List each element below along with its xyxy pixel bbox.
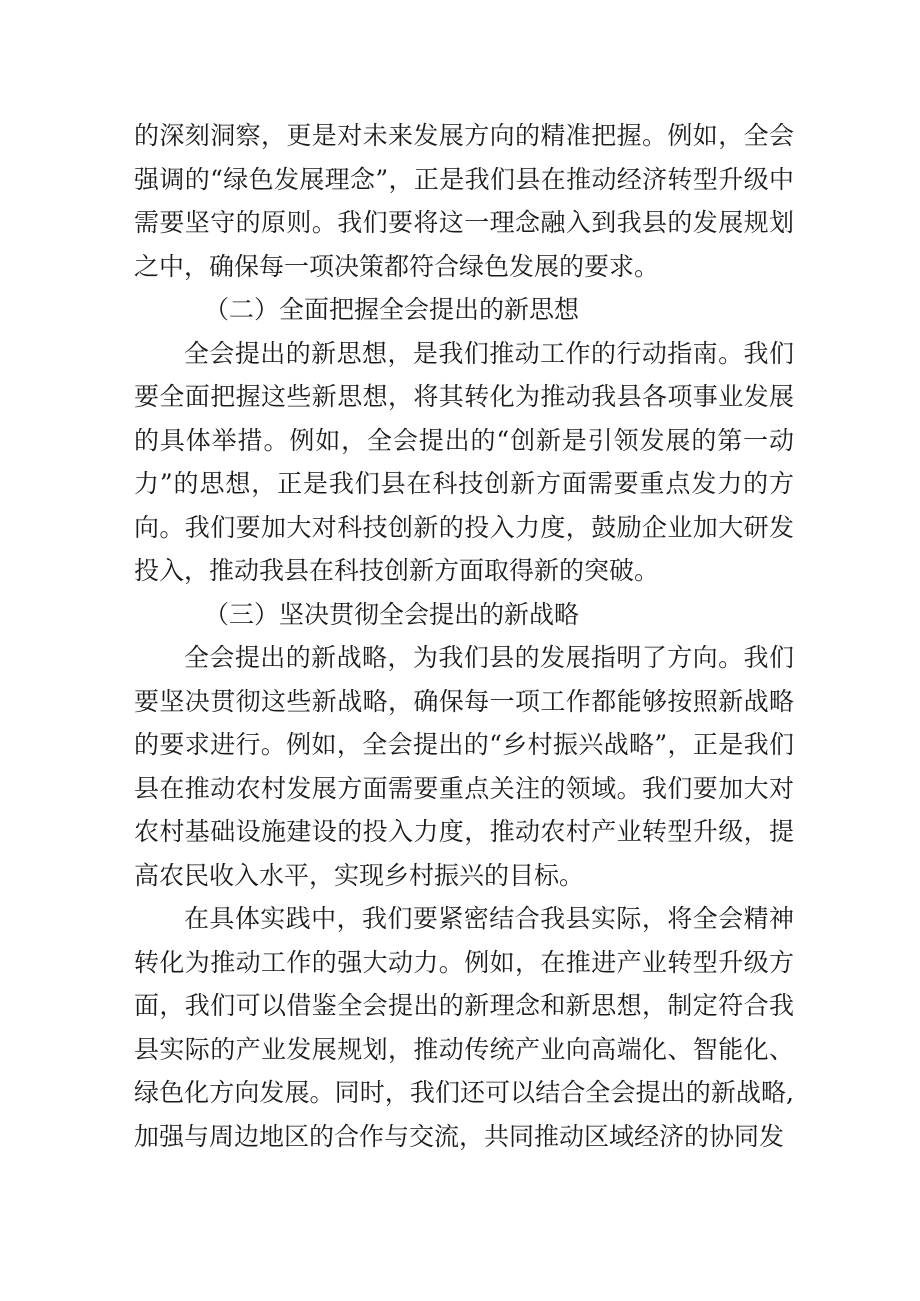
document-body	[134, 114, 794, 1158]
body-paragraph-continuation: 的深刻洞察，更是对未来发展方向的精准把握。例如，全会强调的“绿色发展理念”，正是我们县在推动经济转型升级中需要坚守的原则。我们要将这一理念融入到我县的发展规划之中，确保每一项决策都符合绿色发展的要求。	[134, 121, 794, 281]
section-heading-3: （三）坚决贯彻全会提出的新战略	[204, 599, 580, 629]
body-paragraph-new-thoughts: 全会提出的新思想，是我们推动工作的行动指南。我们要全面把握这些新思想，将其转化为推动我县各项事业发展的具体举措。例如，全会提出的“创新是引领发展的第一动力”的思想，正是我们县在科技创新方面需要重点发力的方向。我们要加大对科技创新的投入力度，鼓励企业加大研发投入，推动我县在科技创新方面取得新的突破。	[134, 338, 794, 585]
body-paragraph-practice: 在具体实践中，我们要紧密结合我县实际，将全会精神转化为推动工作的强大动力。例如，在推进产业转型升级方面，我们可以借鉴全会提出的新理念和新思想，制定符合我县实际的产业发展规划，推动传统产业向高端化、智能化、绿色化方向发展。同时，我们还可以结合全会提出的新战略,加强与周边地区的合作与交流，共同推动区域经济的协同发	[134, 904, 794, 1151]
section-heading-2: （二）全面把握全会提出的新思想	[204, 295, 580, 324]
body-paragraph-new-strategy: 全会提出的新战略，为我们县的发展指明了方向。我们要坚决贯彻这些新战略，确保每一项工作都能够按照新战略的要求进行。例如，全会提出的“乡村振兴战略”，正是我们县在推动农村发展方面需要重点关注的领域。我们要加大对农村基础设施建设的投入力度，推动农村产业转型升级，提高农民收入水平，实现乡村振兴的目标。	[134, 643, 794, 890]
